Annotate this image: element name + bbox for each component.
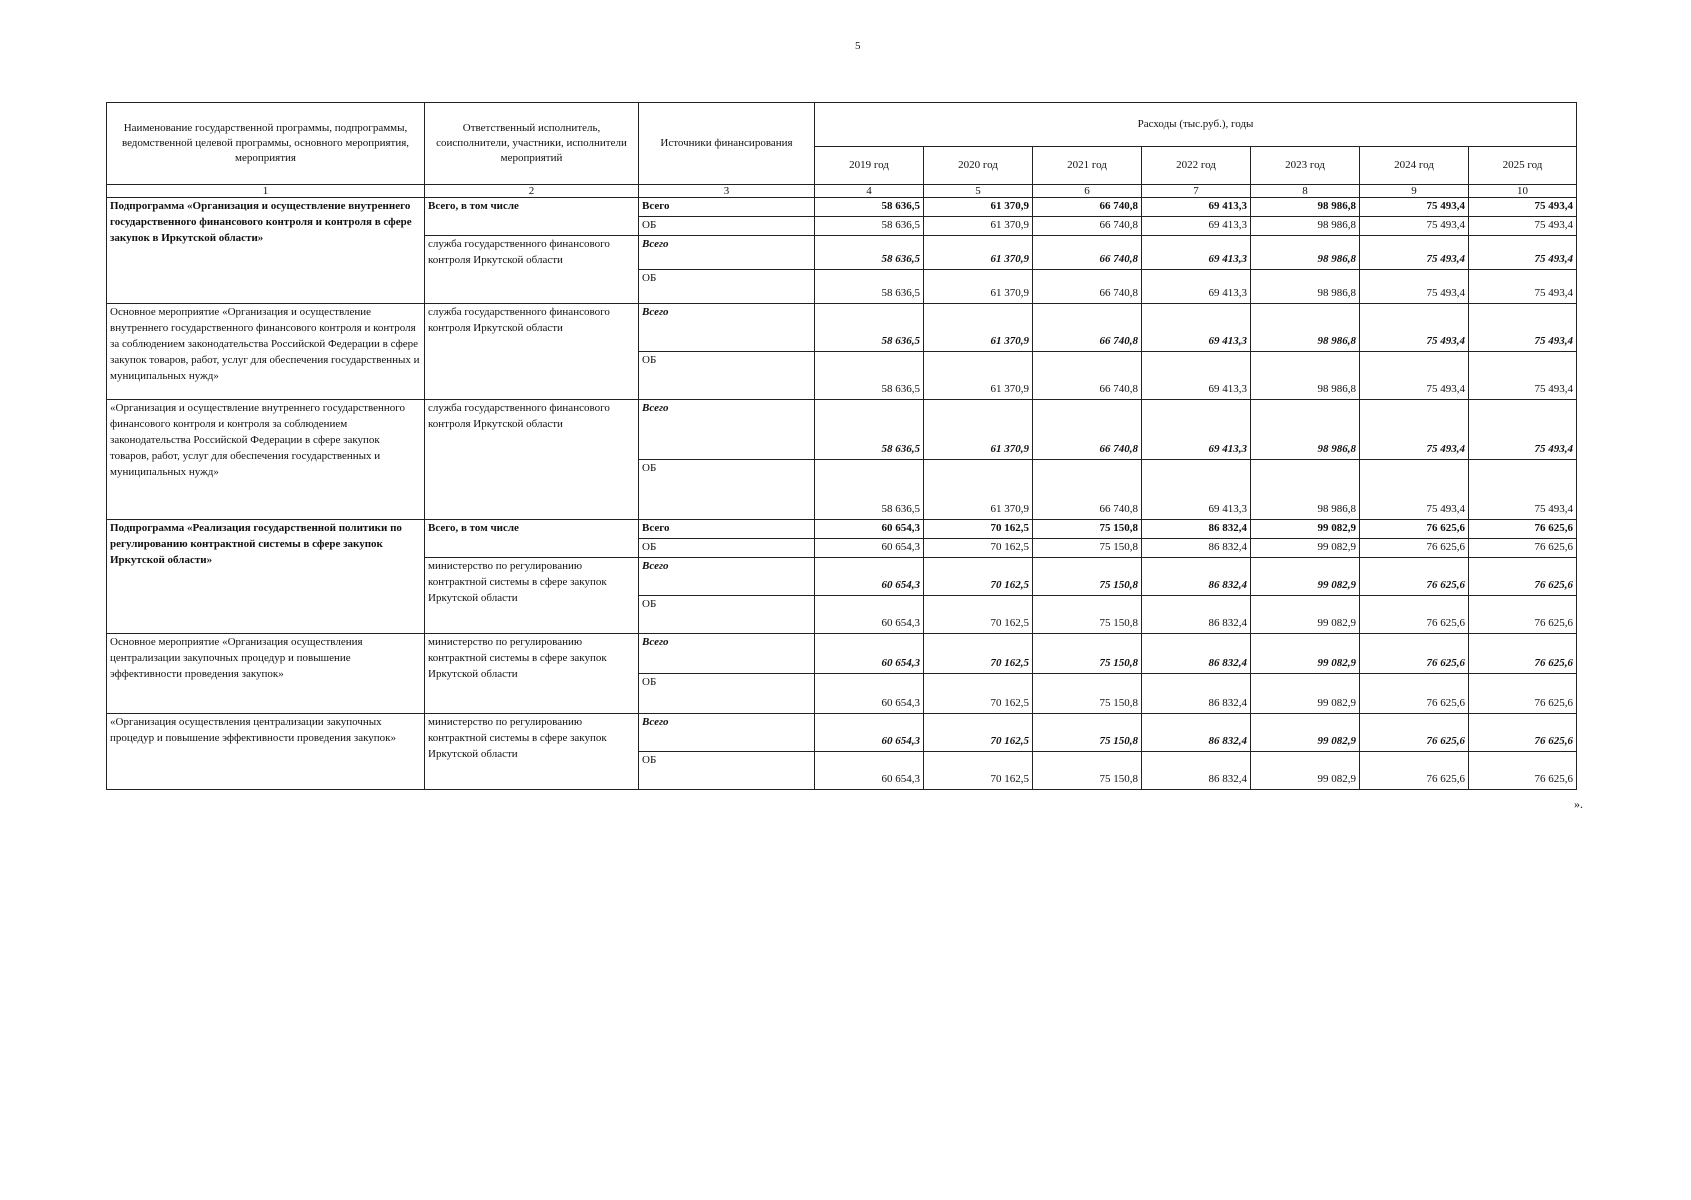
value-cell: 76 625,6 bbox=[1469, 633, 1577, 673]
header-name: Наименование государственной программы, подпрограммы, ведомственной целевой программы, основного мероприятия, мероприятия bbox=[107, 103, 425, 185]
value-cell: 86 832,4 bbox=[1142, 557, 1251, 595]
value-cell: 70 162,5 bbox=[924, 713, 1033, 751]
activity-name: Основное мероприятие «Организация осуществления централизации закупочных процедур и повышение эффективности проведения закупок» bbox=[107, 633, 425, 713]
source-ob: ОБ bbox=[639, 595, 815, 633]
source-total: Всего bbox=[639, 303, 815, 351]
source-ob: ОБ bbox=[639, 459, 815, 519]
value-cell: 75 493,4 bbox=[1469, 351, 1577, 399]
value-cell: 98 986,8 bbox=[1251, 198, 1360, 217]
value-cell: 70 162,5 bbox=[924, 633, 1033, 673]
source-total: Всего bbox=[639, 235, 815, 269]
value-cell: 76 625,6 bbox=[1469, 538, 1577, 557]
value-cell: 61 370,9 bbox=[924, 235, 1033, 269]
header-year: 2021 год bbox=[1033, 147, 1142, 185]
value-cell: 75 150,8 bbox=[1033, 751, 1142, 789]
value-cell: 60 654,3 bbox=[815, 595, 924, 633]
source-ob: ОБ bbox=[639, 217, 815, 236]
value-cell: 61 370,9 bbox=[924, 217, 1033, 236]
value-cell: 60 654,3 bbox=[815, 633, 924, 673]
value-cell: 69 413,3 bbox=[1142, 351, 1251, 399]
value-cell: 75 493,4 bbox=[1469, 198, 1577, 217]
header-source: Источники финансирования bbox=[639, 103, 815, 185]
executor-name: министерство по регулированию контрактной системы в сфере закупок Иркутской области bbox=[425, 557, 639, 633]
value-cell: 75 150,8 bbox=[1033, 538, 1142, 557]
executor-total: Всего, в том числе bbox=[425, 519, 639, 557]
source-ob: ОБ bbox=[639, 269, 815, 303]
value-cell: 76 625,6 bbox=[1360, 751, 1469, 789]
value-cell: 98 986,8 bbox=[1251, 303, 1360, 351]
header-year: 2022 год bbox=[1142, 147, 1251, 185]
subprogram-name: Подпрограмма «Реализация государственной политики по регулированию контрактной системы в сфере закупок Иркутской области» bbox=[107, 519, 425, 633]
source-total: Всего bbox=[639, 399, 815, 459]
value-cell: 70 162,5 bbox=[924, 538, 1033, 557]
value-cell: 75 493,4 bbox=[1360, 351, 1469, 399]
value-cell: 58 636,5 bbox=[815, 399, 924, 459]
value-cell: 61 370,9 bbox=[924, 399, 1033, 459]
value-cell: 69 413,3 bbox=[1142, 269, 1251, 303]
value-cell: 76 625,6 bbox=[1360, 519, 1469, 538]
value-cell: 60 654,3 bbox=[815, 751, 924, 789]
source-ob: ОБ bbox=[639, 751, 815, 789]
value-cell: 76 625,6 bbox=[1469, 713, 1577, 751]
value-cell: 66 740,8 bbox=[1033, 303, 1142, 351]
value-cell: 66 740,8 bbox=[1033, 459, 1142, 519]
value-cell: 66 740,8 bbox=[1033, 269, 1142, 303]
column-number: 5 bbox=[924, 185, 1033, 198]
value-cell: 58 636,5 bbox=[815, 217, 924, 236]
value-cell: 66 740,8 bbox=[1033, 198, 1142, 217]
value-cell: 70 162,5 bbox=[924, 595, 1033, 633]
source-ob: ОБ bbox=[639, 351, 815, 399]
value-cell: 99 082,9 bbox=[1251, 673, 1360, 713]
value-cell: 75 493,4 bbox=[1469, 303, 1577, 351]
column-number: 6 bbox=[1033, 185, 1142, 198]
value-cell: 98 986,8 bbox=[1251, 351, 1360, 399]
value-cell: 66 740,8 bbox=[1033, 351, 1142, 399]
header-year: 2020 год bbox=[924, 147, 1033, 185]
value-cell: 76 625,6 bbox=[1360, 538, 1469, 557]
value-cell: 86 832,4 bbox=[1142, 538, 1251, 557]
value-cell: 75 493,4 bbox=[1360, 269, 1469, 303]
value-cell: 61 370,9 bbox=[924, 198, 1033, 217]
column-number: 3 bbox=[639, 185, 815, 198]
column-number: 7 bbox=[1142, 185, 1251, 198]
value-cell: 69 413,3 bbox=[1142, 303, 1251, 351]
value-cell: 75 150,8 bbox=[1033, 673, 1142, 713]
value-cell: 99 082,9 bbox=[1251, 595, 1360, 633]
source-total: Всего bbox=[639, 713, 815, 751]
value-cell: 76 625,6 bbox=[1360, 595, 1469, 633]
value-cell: 58 636,5 bbox=[815, 235, 924, 269]
value-cell: 86 832,4 bbox=[1142, 519, 1251, 538]
value-cell: 58 636,5 bbox=[815, 303, 924, 351]
value-cell: 61 370,9 bbox=[924, 269, 1033, 303]
budget-table bbox=[106, 102, 1577, 790]
source-ob: ОБ bbox=[639, 538, 815, 557]
value-cell: 66 740,8 bbox=[1033, 217, 1142, 236]
value-cell: 61 370,9 bbox=[924, 351, 1033, 399]
value-cell: 75 150,8 bbox=[1033, 595, 1142, 633]
header-year: 2023 год bbox=[1251, 147, 1360, 185]
value-cell: 98 986,8 bbox=[1251, 459, 1360, 519]
header-year: 2024 год bbox=[1360, 147, 1469, 185]
column-number: 9 bbox=[1360, 185, 1469, 198]
value-cell: 99 082,9 bbox=[1251, 538, 1360, 557]
value-cell: 60 654,3 bbox=[815, 673, 924, 713]
value-cell: 86 832,4 bbox=[1142, 633, 1251, 673]
value-cell: 76 625,6 bbox=[1360, 557, 1469, 595]
value-cell: 75 493,4 bbox=[1469, 217, 1577, 236]
value-cell: 75 493,4 bbox=[1360, 303, 1469, 351]
value-cell: 58 636,5 bbox=[815, 351, 924, 399]
value-cell: 98 986,8 bbox=[1251, 235, 1360, 269]
executor-name: министерство по регулированию контрактной системы в сфере закупок Иркутской области bbox=[425, 713, 639, 789]
value-cell: 76 625,6 bbox=[1469, 519, 1577, 538]
value-cell: 69 413,3 bbox=[1142, 399, 1251, 459]
value-cell: 58 636,5 bbox=[815, 459, 924, 519]
value-cell: 60 654,3 bbox=[815, 713, 924, 751]
value-cell: 69 413,3 bbox=[1142, 235, 1251, 269]
value-cell: 61 370,9 bbox=[924, 303, 1033, 351]
value-cell: 58 636,5 bbox=[815, 269, 924, 303]
column-number: 1 bbox=[107, 185, 425, 198]
value-cell: 60 654,3 bbox=[815, 538, 924, 557]
value-cell: 99 082,9 bbox=[1251, 633, 1360, 673]
header-year: 2025 год bbox=[1469, 147, 1577, 185]
value-cell: 70 162,5 bbox=[924, 751, 1033, 789]
value-cell: 76 625,6 bbox=[1469, 673, 1577, 713]
activity-name: «Организация осуществления централизации закупочных процедур и повышение эффективности проведения закупок» bbox=[107, 713, 425, 789]
header-year: 2019 год bbox=[815, 147, 924, 185]
value-cell: 76 625,6 bbox=[1469, 557, 1577, 595]
value-cell: 75 150,8 bbox=[1033, 557, 1142, 595]
value-cell: 98 986,8 bbox=[1251, 269, 1360, 303]
closing-quote: ». bbox=[1574, 797, 1583, 811]
value-cell: 98 986,8 bbox=[1251, 217, 1360, 236]
value-cell: 76 625,6 bbox=[1360, 633, 1469, 673]
source-total: Всего bbox=[639, 633, 815, 673]
subprogram-name: Подпрограмма «Организация и осуществление внутреннего государственного финансового контроля и контроля в сфере закупок в Иркутской области» bbox=[107, 198, 425, 304]
value-cell: 61 370,9 bbox=[924, 459, 1033, 519]
column-number: 10 bbox=[1469, 185, 1577, 198]
value-cell: 70 162,5 bbox=[924, 519, 1033, 538]
value-cell: 75 150,8 bbox=[1033, 713, 1142, 751]
value-cell: 86 832,4 bbox=[1142, 673, 1251, 713]
value-cell: 76 625,6 bbox=[1360, 673, 1469, 713]
value-cell: 69 413,3 bbox=[1142, 217, 1251, 236]
value-cell: 75 150,8 bbox=[1033, 633, 1142, 673]
value-cell: 75 493,4 bbox=[1360, 235, 1469, 269]
value-cell: 69 413,3 bbox=[1142, 198, 1251, 217]
page-number: 5 bbox=[855, 40, 861, 52]
executor-name: министерство по регулированию контрактной системы в сфере закупок Иркутской области bbox=[425, 633, 639, 713]
value-cell: 70 162,5 bbox=[924, 673, 1033, 713]
activity-name: Основное мероприятие «Организация и осуществление внутреннего государственного финансового контроля и контроля за соблюдением законодательства Российской Федерации в сфере закупок товаров, работ, услуг для обеспечения государственных и муниципальных нужд» bbox=[107, 303, 425, 399]
value-cell: 86 832,4 bbox=[1142, 713, 1251, 751]
executor-total: Всего, в том числе bbox=[425, 198, 639, 236]
value-cell: 99 082,9 bbox=[1251, 751, 1360, 789]
value-cell: 75 493,4 bbox=[1469, 459, 1577, 519]
value-cell: 75 493,4 bbox=[1469, 269, 1577, 303]
value-cell: 86 832,4 bbox=[1142, 751, 1251, 789]
value-cell: 60 654,3 bbox=[815, 557, 924, 595]
source-ob: ОБ bbox=[639, 673, 815, 713]
executor-name: служба государственного финансового контроля Иркутской области bbox=[425, 303, 639, 399]
value-cell: 58 636,5 bbox=[815, 198, 924, 217]
column-number: 4 bbox=[815, 185, 924, 198]
value-cell: 70 162,5 bbox=[924, 557, 1033, 595]
value-cell: 98 986,8 bbox=[1251, 399, 1360, 459]
source-total: Всего bbox=[639, 198, 815, 217]
value-cell: 86 832,4 bbox=[1142, 595, 1251, 633]
value-cell: 66 740,8 bbox=[1033, 235, 1142, 269]
executor-name: служба государственного финансового контроля Иркутской области bbox=[425, 235, 639, 303]
source-total: Всего bbox=[639, 519, 815, 538]
value-cell: 66 740,8 bbox=[1033, 399, 1142, 459]
value-cell: 76 625,6 bbox=[1360, 713, 1469, 751]
value-cell: 75 493,4 bbox=[1360, 217, 1469, 236]
header-executor: Ответственный исполнитель, соисполнители, участники, исполнители мероприятий bbox=[425, 103, 639, 185]
value-cell: 75 493,4 bbox=[1360, 399, 1469, 459]
header-expenses: Расходы (тыс.руб.), годы bbox=[815, 103, 1577, 147]
value-cell: 60 654,3 bbox=[815, 519, 924, 538]
column-number: 8 bbox=[1251, 185, 1360, 198]
value-cell: 75 493,4 bbox=[1360, 198, 1469, 217]
value-cell: 99 082,9 bbox=[1251, 557, 1360, 595]
value-cell: 69 413,3 bbox=[1142, 459, 1251, 519]
value-cell: 99 082,9 bbox=[1251, 519, 1360, 538]
source-total: Всего bbox=[639, 557, 815, 595]
value-cell: 75 493,4 bbox=[1360, 459, 1469, 519]
value-cell: 76 625,6 bbox=[1469, 595, 1577, 633]
value-cell: 75 150,8 bbox=[1033, 519, 1142, 538]
column-number: 2 bbox=[425, 185, 639, 198]
value-cell: 75 493,4 bbox=[1469, 235, 1577, 269]
value-cell: 99 082,9 bbox=[1251, 713, 1360, 751]
activity-name: «Организация и осуществление внутреннего государственного финансового контроля и контроля за соблюдением законодательства Российской Федерации в сфере закупок товаров, работ, услуг для обеспечения государственных и муниципальных нужд» bbox=[107, 399, 425, 519]
value-cell: 76 625,6 bbox=[1469, 751, 1577, 789]
value-cell: 75 493,4 bbox=[1469, 399, 1577, 459]
executor-name: служба государственного финансового контроля Иркутской области bbox=[425, 399, 639, 519]
